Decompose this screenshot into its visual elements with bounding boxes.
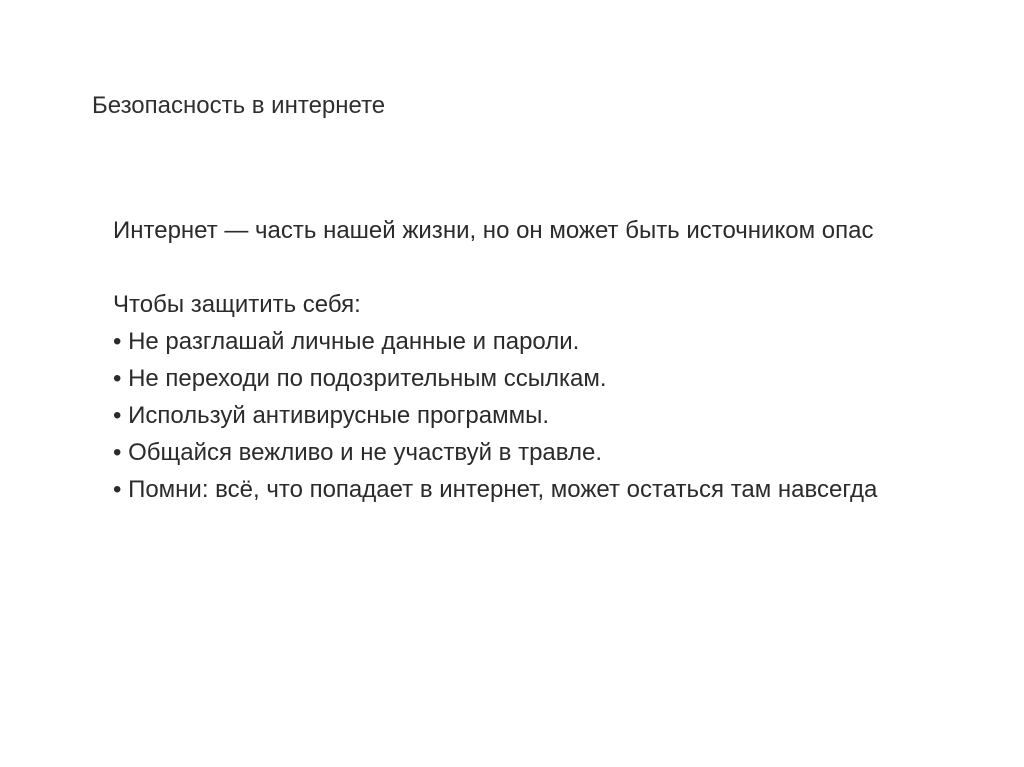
intro-text: Интернет — часть нашей жизни, но он может быть источником опас [113, 217, 874, 244]
bullet-item: • Используй антивирусные программы. [113, 397, 877, 434]
bullet-item: • Общайся вежливо и не участвуй в травле. [113, 434, 877, 471]
bullet-item: • Не разглашай личные данные и пароли. [113, 323, 877, 360]
slide-title: Безопасность в интернете [92, 92, 386, 119]
bullet-item: • Помни: всё, что попадает в интернет, может остаться там навсегда [113, 471, 877, 508]
paragraph-spacer [113, 249, 877, 286]
lead-text: Чтобы защитить себя: [113, 291, 361, 318]
bullet-item: • Не переходи по подозрительным ссылкам. [113, 360, 877, 397]
slide-body [113, 212, 877, 508]
